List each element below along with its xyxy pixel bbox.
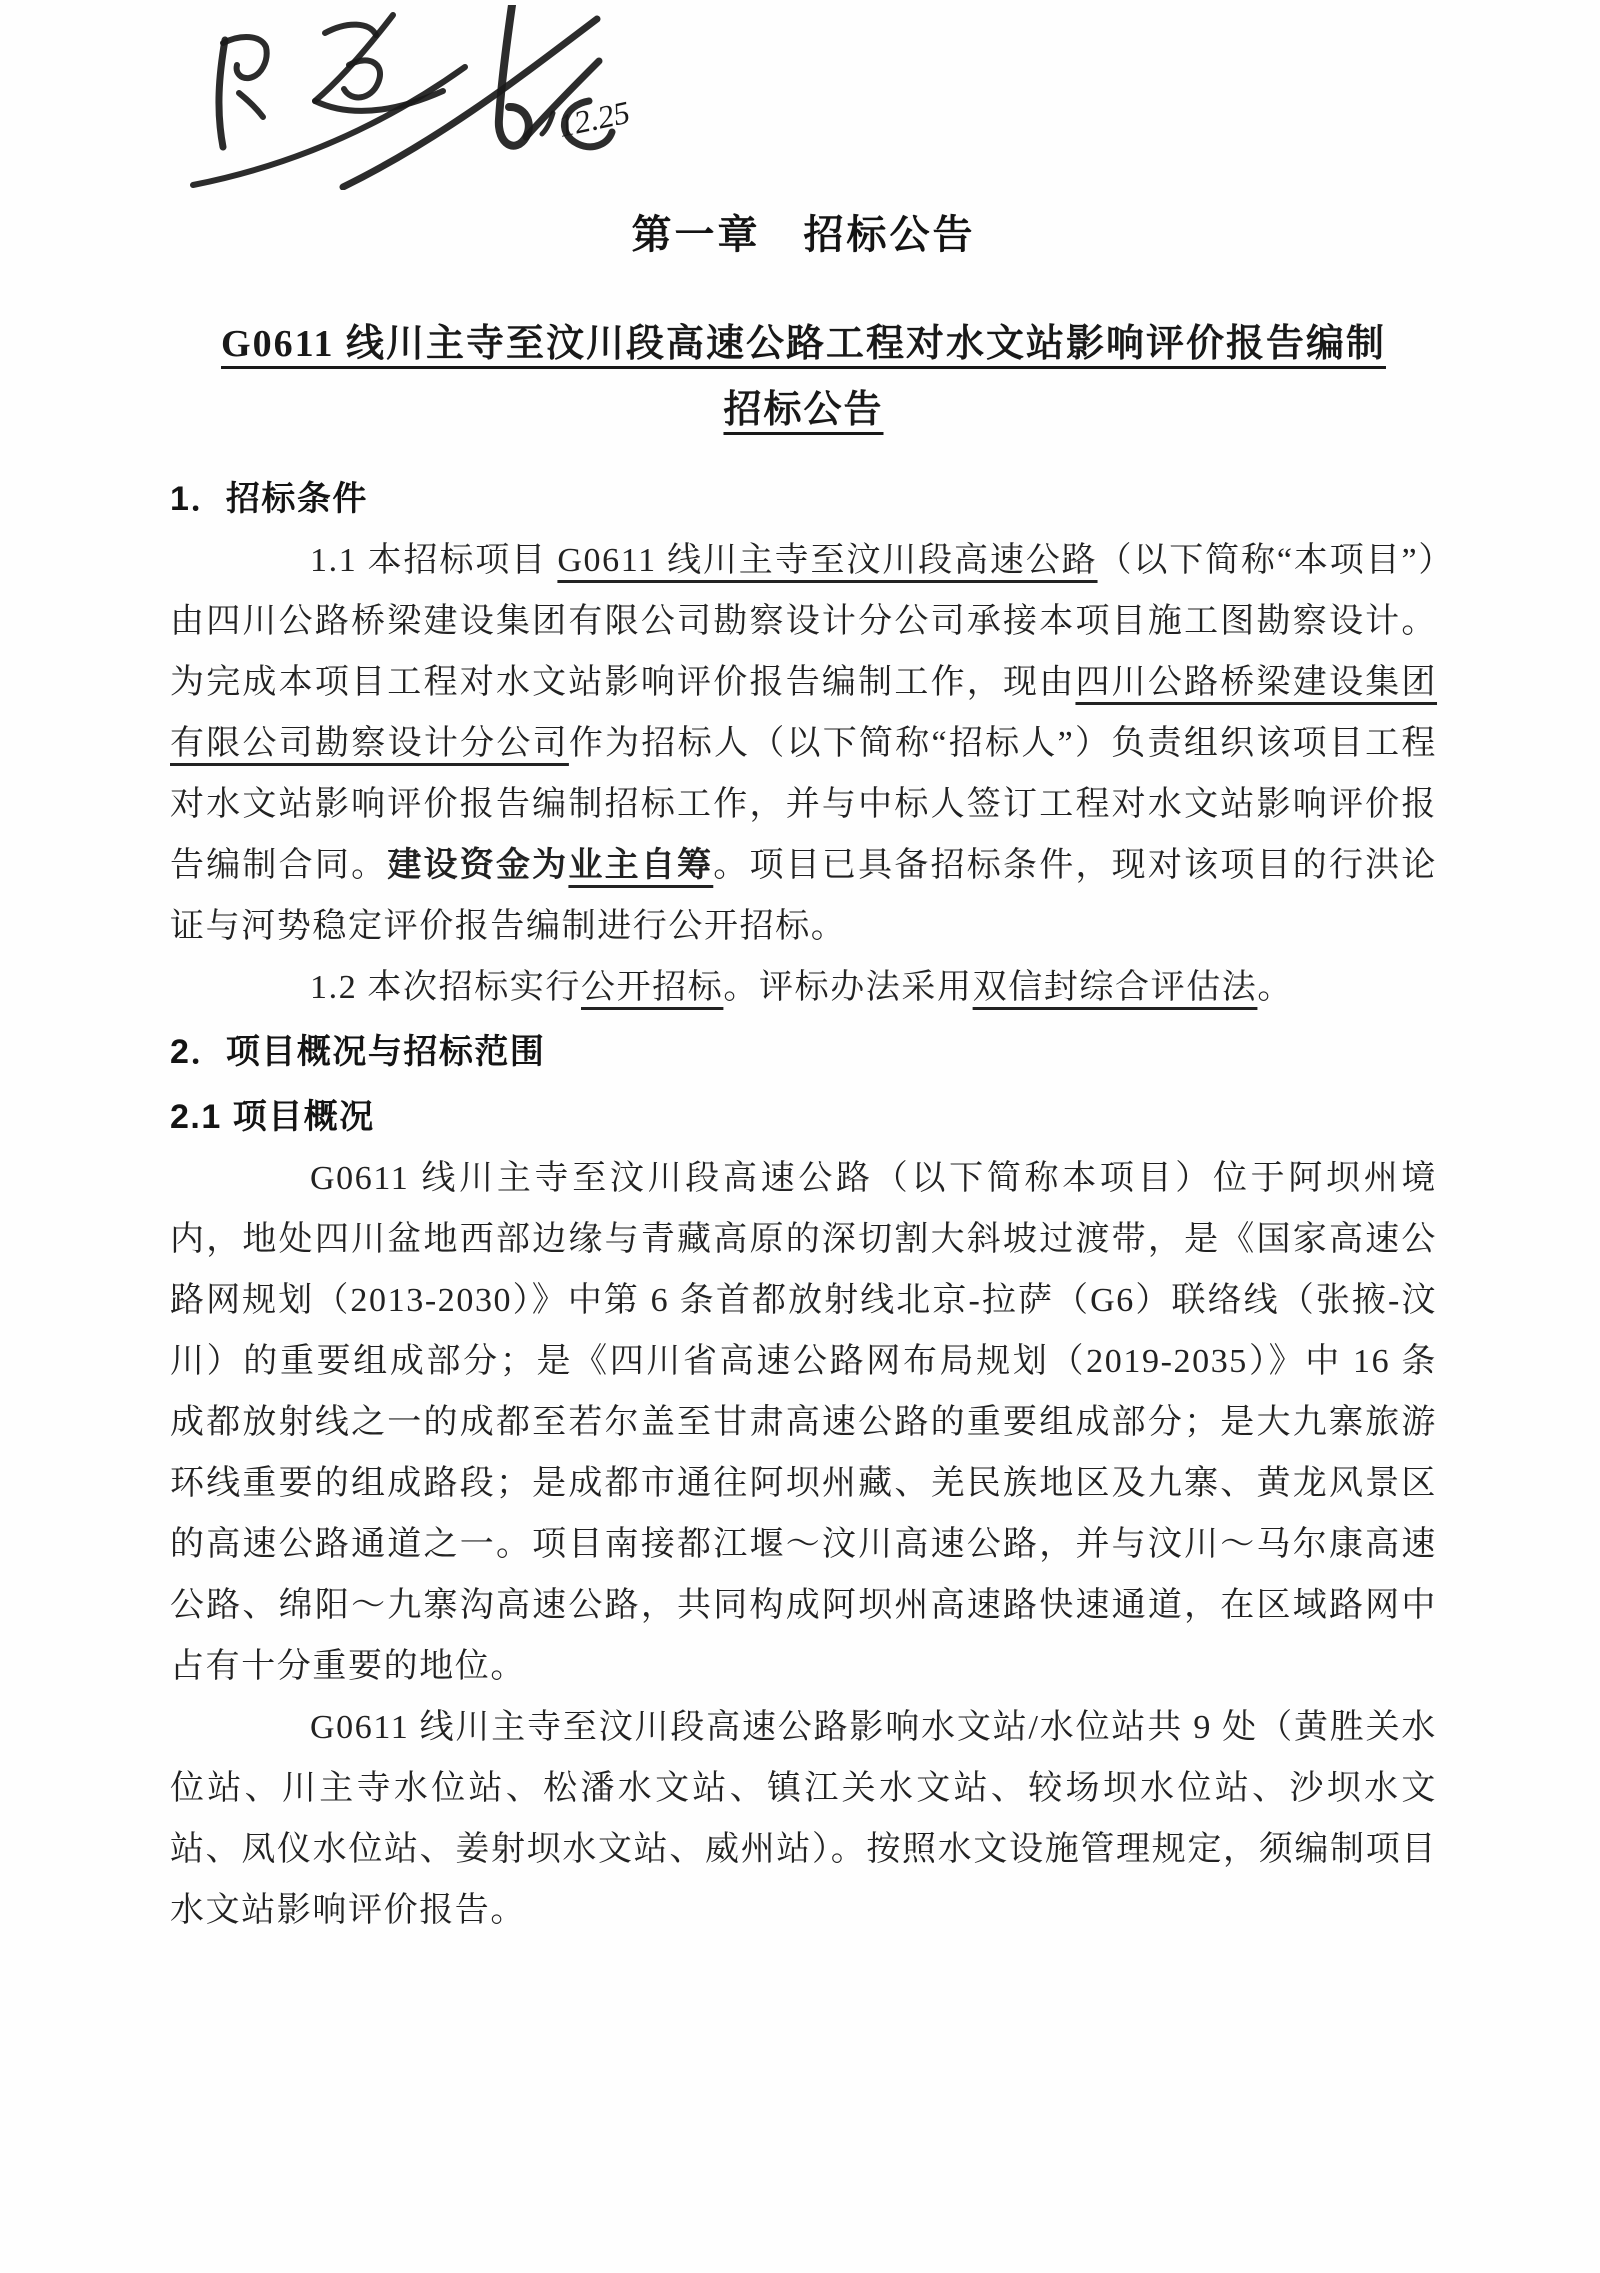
document-content — [170, 469, 1437, 1941]
text-segment: 四川公路桥梁建设集团有限公司勘察设计分公司 — [170, 664, 1438, 762]
paragraph — [170, 1697, 1437, 1941]
text-segment: 公开招标 — [581, 969, 724, 1006]
text-segment: 双信封综合评估法 — [972, 969, 1258, 1006]
text-segment: 建设资金为 — [387, 847, 569, 884]
text-segment: 1.2 本次招标实行 — [310, 969, 581, 1006]
paragraph — [170, 530, 1437, 957]
text-segment: G0611 线川主寺至汶川段高速公路（以下简称本项目）位于阿坝州境内，地处四川盆地西部边缘与青藏高原的深切割大斜坡过渡带，是《国家高速公路网规划（2013-2030）》中第 6 条首都放射线北京-拉萨（G6）联络线（张掖-汶川）的重要组成部分；是《四川省高速公路网布局规划（2019-2035）》中 16 条成都放射线之一的成都至若尔盖至甘肃高速公路的重要组成部分；是大九寨旅游环线重要的组成路段；是成都市通往阿坝州藏、羌民族地区及九寨、黄龙风景区的高速公路通道之一。项目南接都江堰～汶川高速公路，并与汶川～马尔康高速公路、绵阳～九寨沟高速公路，共同构成阿坝州高速路快速通道，在区域路网中占有十分重要的地位。 — [170, 1160, 1437, 1685]
text-segment: 。评标办法采用 — [723, 969, 973, 1006]
document-title: G0611 线川主寺至汶川段高速公路工程对水文站影响评价报告编制招标公告 — [221, 323, 1386, 431]
text-segment: 业主自筹 — [568, 847, 714, 884]
signature-date: 12.25 — [554, 93, 633, 144]
text-segment: 作为招标人（以下简称“招标人”）负责组织该项目工程对水文站影响评价报告编制招标工作，并与中标人签订工程对水文站影响评价报告编制合同。 — [170, 725, 1437, 884]
paragraph — [170, 1148, 1437, 1697]
page-body — [170, 0, 1437, 1941]
text-segment: 1.1 本招标项目 — [310, 542, 558, 579]
section-heading: 2．项目概况与招标范围 — [170, 1033, 546, 1071]
text-segment: G0611 线川主寺至汶川段高速公路影响水文站/水位站共 9 处（黄胜关水位站、川主寺水位站、松潘水文站、镇江关水文站、较场坝水位站、沙坝水文站、凤仪水位站、姜射坝水文站、威州站）。按照水文设施管理规定，须编制项目水文站影响评价报告。 — [170, 1709, 1437, 1929]
text-segment: 。项目已具备招标条件，现对该项目的行洪论证与河势稳定评价报告编制进行公开招标。 — [170, 847, 1438, 945]
section-heading: 1．招标条件 — [170, 480, 368, 518]
text-segment: （以下简称“本项目”）由四川公路桥梁建设集团有限公司勘察设计分公司承接本项目施工图勘察设计。为完成本项目工程对水文站影响评价报告编制工作，现由 — [170, 542, 1438, 701]
section-heading: 2.1 项目概况 — [170, 1098, 375, 1136]
text-segment: G0611 线川主寺至汶川段高速公路 — [557, 542, 1098, 579]
chapter-title: 第一章 招标公告 — [631, 213, 976, 257]
paragraph — [170, 957, 1437, 1018]
text-segment: 。 — [1257, 969, 1294, 1006]
